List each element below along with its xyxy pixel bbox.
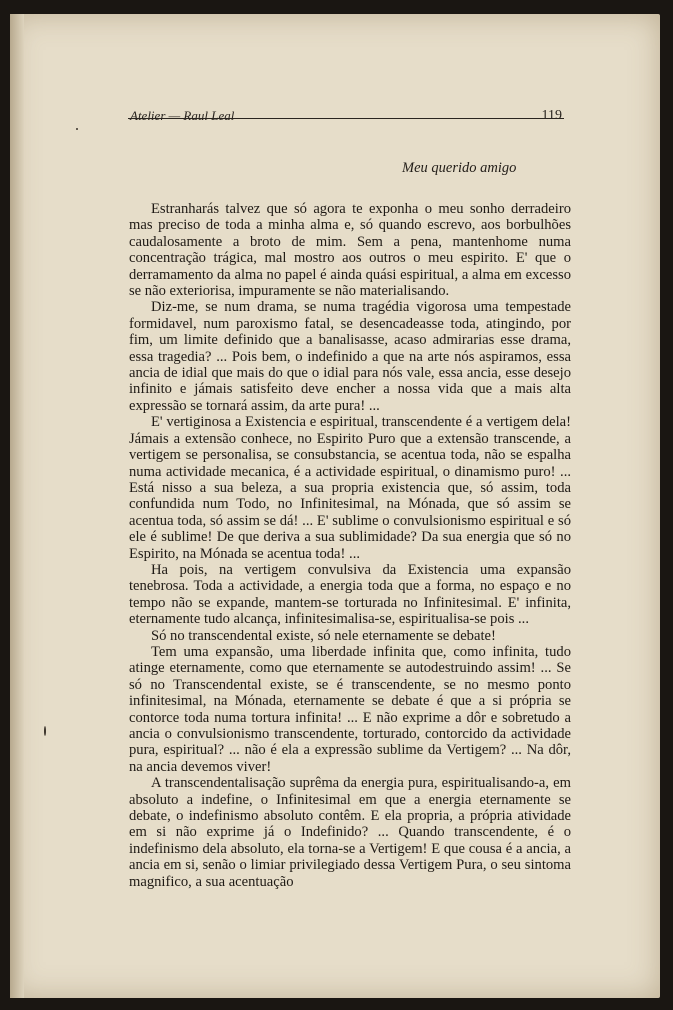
paragraph: Estranharás talvez que só agora te exponha o meu sonho derradeiro mas preciso de toda a minha alma e, só quando escrevo, aos borbulhões caudalosamente a broto de mim. Sem a pena, mantenhome numa concentração trágica, mal mostro aos outros o meu espirito. E' que o derramamento da alma no papel é ainda quási espiritual, a alma em excesso se não exteriorisa, impuramente se não materialisando. (129, 201, 571, 300)
letter-body (129, 201, 571, 890)
running-header (128, 96, 564, 123)
paragraph: Diz-me, se num drama, se numa tragédia vigorosa uma tempestade formidavel, num paroxismo fatal, se desencadeasse toda, atingindo, por fim, um limite definido que a banalisasse, acaso admirarias esse drama, essa tragedia? ... Pois bem, o indefinido a que na arte nós aspiramos, essa ancia de idial que mais do que o idial para nós vale, essa ancia, esse desejo infinito e jámais satisfeito deve encher a nossa vida que a mais alta expressão se tornará assim, da arte pura! ... (129, 299, 571, 414)
paragraph: Tem uma expansão, uma liberdade infinita que, como infinita, tudo atinge eternamente, como que eternamente se autodestruindo assim! ... Se só no Transcendental existe, se é transcendente, se no mesmo ponto infinitesimal, na Mónada, eternamente se debate é que a si própria se contorce toda numa tortura infinita! ... E não exprime a dôr e sobretudo a ancia o convulsionismo transcendente, torturado, contorcido da actividade pura, espiritual? ... não é ela a expressão sublime da Vertigem? ... Na dôr, na ancia devemos viver! (129, 643, 571, 775)
paragraph: E' vertiginosa a Existencia e espiritual, transcendente é a vertigem dela! Jámais a extensão conhece, no Espirito Puro que a extensão transcende, a vertigem se personalisa, se consubstancia, se acentua toda, não se espalha numa actividade mecanica, é a actividade espiritual, o dinamismo puro! ... Está nisso a sua beleza, a sua propria existencia que, só assim, toda confundida num Todo, no Infinitesimal, na Mónada, que só assim se acentua toda, só assim se dá! ... E' sublime o convulsionismo espiritual e só ele é sublime! De que deriva a sua sublimidade? Da sua energia que só no Espirito, na Mónada se acentua toda! ... (129, 414, 571, 562)
letter-salutation: Meu querido amigo (402, 160, 517, 176)
paper-speck (76, 128, 78, 130)
book-page (10, 14, 660, 998)
running-title: Atelier — Raul Leal (130, 108, 235, 123)
page-gutter (10, 14, 24, 998)
page-number: 119 (541, 108, 562, 123)
paragraph: A transcendentalisação suprêma da energia pura, espiritualisando-a, em absoluto a indefine, o Infinitesimal em que a energia eternamente se debate, o indefinismo absoluto contêm. E ela propria, a própria atividade em si não exprime já o Indefinido? ... Quando transcendente, é o indefinismo dela absoluto, ela torna-se a Vertigem! E que cousa é a ancia, a ancia em si, senão o limiar privilegiado dessa Vertigem Pura, o seu sintoma magnifico, a sua acentuação (129, 775, 571, 890)
paragraph: Ha pois, na vertigem convulsiva da Existencia uma expansão tenebrosa. Toda a actividade, a energia toda que a forma, no espaço e no tempo não se expande, mantem-se torturada no Infinitesimal. E' infinita, eternamente tudo alcança, infinitesimalisa-se, espiritualisa-se pois ... (129, 561, 571, 628)
paper-speck (44, 726, 46, 736)
paragraph: Só no transcendental existe, só nele eternamente se debate! (151, 627, 496, 644)
